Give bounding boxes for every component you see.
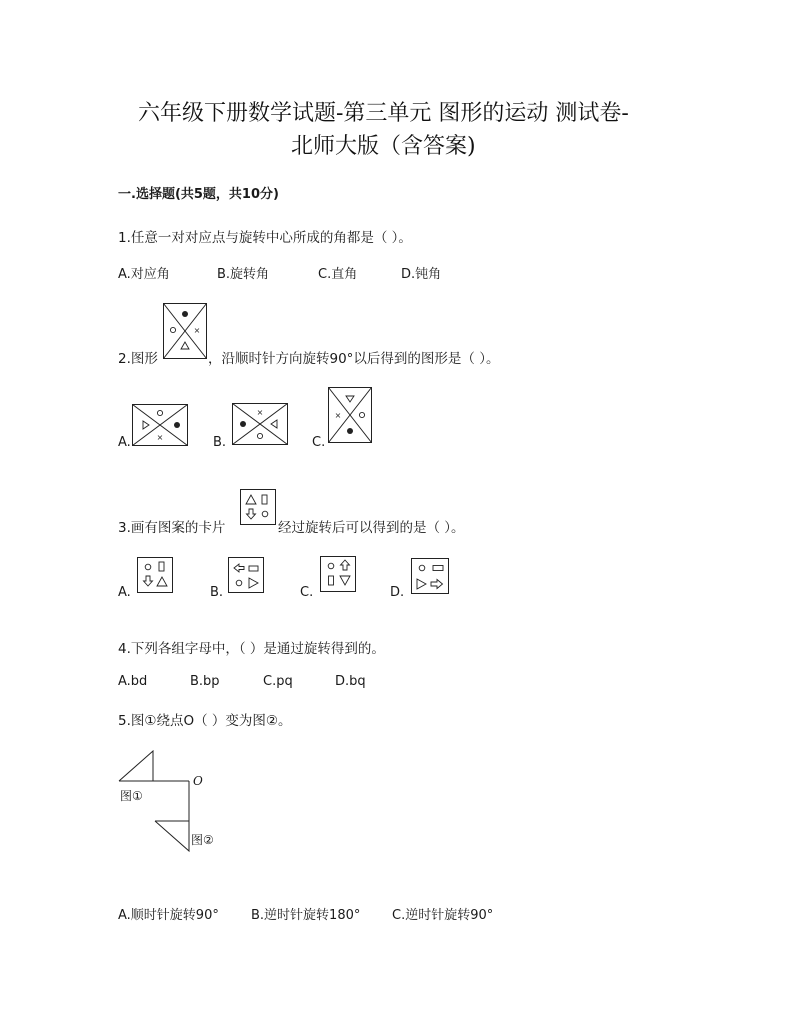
q3-option-d-label[interactable]: D. — [390, 585, 405, 600]
question-2-stem-after: ，沿顺时针方向旋转90°以后得到的图形是（ ）。 — [208, 351, 500, 367]
q2-option-b-figure[interactable] — [232, 403, 288, 445]
q5-point-o-label: O — [193, 774, 203, 788]
q1-option-c[interactable]: C.直角 — [318, 267, 358, 282]
svg-text:×: × — [334, 411, 342, 420]
question-1-stem: 1.任意一对对应点与旋转中心所成的角都是（ ）。 — [118, 230, 412, 246]
q3-option-a-label[interactable]: A. — [118, 585, 131, 600]
title-line-2: 北师大版（含答案) — [291, 134, 476, 159]
q2-option-a-label[interactable]: A. — [118, 435, 131, 450]
q5-figure-1-label: 图① — [120, 789, 143, 803]
q3-option-d-figure[interactable] — [411, 558, 449, 594]
q5-option-a[interactable]: A.顺时针旋转90° — [118, 908, 219, 923]
svg-text:×: × — [256, 408, 264, 417]
q3-option-c-label[interactable]: C. — [300, 585, 314, 600]
q4-option-a[interactable]: A.bd — [118, 674, 148, 689]
q2-original-figure — [163, 303, 207, 359]
question-3-stem-after: 经过旋转后可以得到的是（ ）。 — [278, 520, 465, 536]
q3-card-figure — [240, 489, 276, 525]
q2-option-a-figure[interactable] — [132, 404, 188, 446]
section-heading: 一.选择题(共5题，共10分) — [118, 187, 279, 202]
title-line-1: 六年级下册数学试题-第三单元 图形的运动 测试卷- — [138, 101, 629, 126]
q4-option-b[interactable]: B.bp — [190, 674, 220, 689]
question-4-stem: 4.下列各组字母中，（ ）是通过旋转得到的。 — [118, 641, 385, 657]
q3-option-a-figure[interactable] — [137, 557, 173, 593]
q5-option-c[interactable]: C.逆时针旋转90° — [392, 908, 494, 923]
q2-option-b-label[interactable]: B. — [213, 435, 227, 450]
q2-option-c-label[interactable]: C. — [312, 435, 326, 450]
q1-option-b[interactable]: B.旋转角 — [217, 267, 270, 282]
q1-option-a[interactable]: A.对应角 — [118, 267, 170, 282]
question-5-stem: 5.图①绕点O（ ）变为图②。 — [118, 713, 292, 729]
q5-option-b[interactable]: B.逆时针旋转180° — [251, 908, 361, 923]
svg-text:×: × — [156, 433, 164, 442]
question-2-stem-before: 2.图形 — [118, 351, 158, 367]
q3-option-c-figure[interactable] — [320, 556, 356, 592]
question-3-stem-before: 3.画有图案的卡片 — [118, 520, 226, 536]
svg-text:×: × — [193, 326, 201, 335]
q2-option-c-figure[interactable] — [328, 387, 372, 443]
q5-figure-2-label: 图② — [191, 833, 214, 847]
q4-option-d[interactable]: D.bq — [335, 674, 366, 689]
q1-option-d[interactable]: D.钝角 — [401, 267, 442, 282]
q3-option-b-figure[interactable] — [228, 557, 264, 593]
q4-option-c[interactable]: C.pq — [263, 674, 293, 689]
q3-option-b-label[interactable]: B. — [210, 585, 224, 600]
